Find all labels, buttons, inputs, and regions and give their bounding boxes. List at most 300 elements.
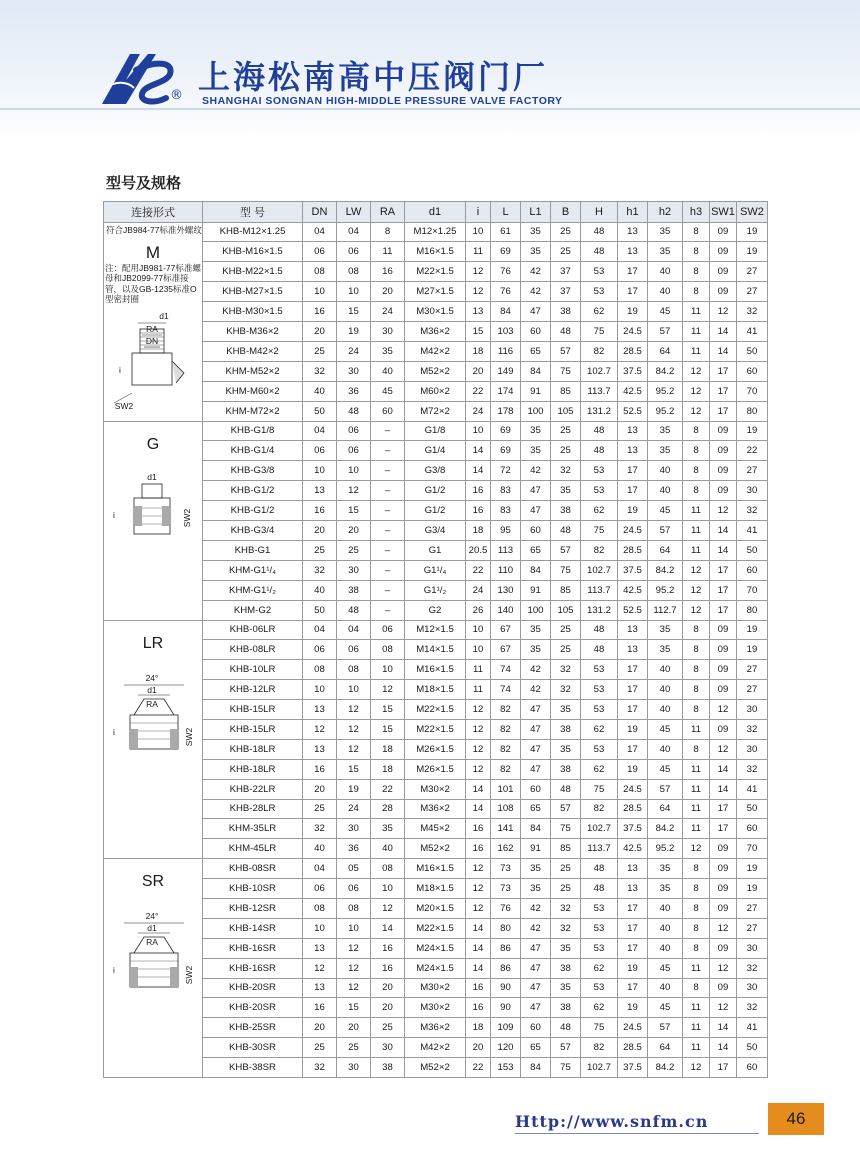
spec-value-cell: 13 xyxy=(618,421,648,441)
spec-value-cell: 84 xyxy=(521,1058,551,1078)
spec-value-cell: 85 xyxy=(551,839,581,859)
table-row xyxy=(104,421,768,441)
model-cell: KHB-18LR xyxy=(203,759,303,779)
table-row xyxy=(104,282,768,302)
spec-value-cell: 19 xyxy=(737,640,768,660)
spec-value-cell: 14 xyxy=(466,918,491,938)
model-cell: KHB-15LR xyxy=(203,719,303,739)
spec-value-cell: 42 xyxy=(521,461,551,481)
spec-value-cell: 17 xyxy=(618,898,648,918)
i-dimension-label: i xyxy=(119,364,121,375)
spec-value-cell: 47 xyxy=(521,700,551,720)
spec-value-cell: 15 xyxy=(466,321,491,341)
spec-value-cell: 06 xyxy=(371,620,405,640)
spec-value-cell: 50 xyxy=(737,799,768,819)
model-cell: KHB-M27×1.5 xyxy=(203,282,303,302)
spec-value-cell: 06 xyxy=(303,879,337,899)
spec-value-cell: M26×1.5 xyxy=(405,739,466,759)
spec-value-cell: 22 xyxy=(466,560,491,580)
spec-value-cell: 57 xyxy=(648,779,683,799)
spec-value-cell: 153 xyxy=(491,1058,521,1078)
spec-value-cell: M42×2 xyxy=(405,341,466,361)
spec-value-cell: 14 xyxy=(710,520,737,540)
spec-value-cell: 41 xyxy=(737,520,768,540)
spec-value-cell: 8 xyxy=(683,421,710,441)
spec-value-cell: 69 xyxy=(491,421,521,441)
spec-value-cell: 35 xyxy=(648,222,683,242)
connection-type-cell xyxy=(104,620,203,859)
spec-value-cell: 48 xyxy=(551,520,581,540)
spec-value-cell: M16×1.5 xyxy=(405,242,466,262)
spec-value-cell: 19 xyxy=(737,620,768,640)
spec-value-cell: 74 xyxy=(491,680,521,700)
spec-value-cell: 12 xyxy=(371,680,405,700)
table-row xyxy=(104,321,768,341)
spec-value-cell: 72 xyxy=(491,461,521,481)
spec-value-cell: M27×1.5 xyxy=(405,282,466,302)
spec-value-cell: 60 xyxy=(521,520,551,540)
ra-dimension-label: RA xyxy=(146,323,158,334)
spec-value-cell: 12 xyxy=(466,262,491,282)
table-row xyxy=(104,640,768,660)
spec-value-cell: 67 xyxy=(491,640,521,660)
spec-value-cell: 75 xyxy=(551,560,581,580)
spec-value-cell: G3/8 xyxy=(405,461,466,481)
spec-value-cell: 09 xyxy=(710,620,737,640)
model-cell: KHB-G3/4 xyxy=(203,520,303,540)
model-cell: KHB-10SR xyxy=(203,879,303,899)
spec-value-cell: 20 xyxy=(337,520,371,540)
spec-value-cell: 12 xyxy=(683,361,710,381)
spec-value-cell: 131.2 xyxy=(581,600,618,620)
spec-value-cell: 35 xyxy=(648,640,683,660)
spec-value-cell: 53 xyxy=(581,282,618,302)
sw2-dimension-label: SW2 xyxy=(114,400,134,411)
spec-value-cell: 35 xyxy=(648,421,683,441)
spec-value-cell: 48 xyxy=(581,222,618,242)
spec-value-cell: 48 xyxy=(581,879,618,899)
spec-value-cell: 8 xyxy=(683,660,710,680)
spec-value-cell: 32 xyxy=(737,998,768,1018)
spec-value-cell: 40 xyxy=(371,839,405,859)
spec-value-cell: 25 xyxy=(337,1038,371,1058)
spec-value-cell: 82 xyxy=(581,1038,618,1058)
spec-value-cell: 32 xyxy=(551,680,581,700)
spec-value-cell: G1¹/₂ xyxy=(405,580,466,600)
spec-value-cell: 30 xyxy=(737,481,768,501)
spec-value-cell: 100 xyxy=(521,401,551,421)
spec-value-cell: 04 xyxy=(303,620,337,640)
table-row xyxy=(104,520,768,540)
spec-value-cell: 10 xyxy=(466,640,491,660)
spec-value-cell: 12 xyxy=(337,481,371,501)
column-header: 型 号 xyxy=(203,202,303,223)
table-row xyxy=(104,859,768,879)
table-row xyxy=(104,998,768,1018)
table-row xyxy=(104,401,768,421)
spec-value-cell: 105 xyxy=(551,401,581,421)
spec-value-cell: 174 xyxy=(491,381,521,401)
spec-value-cell: 45 xyxy=(648,719,683,739)
model-cell: KHB-12LR xyxy=(203,680,303,700)
spec-value-cell: 116 xyxy=(491,341,521,361)
spec-value-cell: 09 xyxy=(710,898,737,918)
spec-value-cell: 76 xyxy=(491,282,521,302)
spec-value-cell: 91 xyxy=(521,580,551,600)
spec-value-cell: 141 xyxy=(491,819,521,839)
spec-value-cell: 11 xyxy=(683,540,710,560)
table-row xyxy=(104,879,768,899)
spec-value-cell: 11 xyxy=(683,302,710,322)
spec-value-cell: 09 xyxy=(710,938,737,958)
spec-value-cell: 20 xyxy=(371,998,405,1018)
table-row xyxy=(104,660,768,680)
spec-value-cell: 24 xyxy=(371,302,405,322)
model-cell: KHB-G1 xyxy=(203,540,303,560)
spec-value-cell: 12 xyxy=(710,501,737,521)
spec-value-cell: 57 xyxy=(648,1018,683,1038)
sw2-dimension-label: SW2 xyxy=(184,965,194,985)
spec-value-cell: 40 xyxy=(648,898,683,918)
spec-value-cell: 18 xyxy=(466,341,491,361)
spec-value-cell: 10 xyxy=(337,461,371,481)
spec-value-cell: 08 xyxy=(371,859,405,879)
spec-value-cell: 103 xyxy=(491,321,521,341)
spec-value-cell: 52.5 xyxy=(618,401,648,421)
spec-value-cell: 12 xyxy=(710,918,737,938)
spec-value-cell: 17 xyxy=(618,461,648,481)
spec-value-cell: 12 xyxy=(710,739,737,759)
i-dimension-label: i xyxy=(113,509,115,520)
spec-value-cell: 27 xyxy=(737,918,768,938)
spec-value-cell: 35 xyxy=(648,242,683,262)
column-header: i xyxy=(466,202,491,223)
model-cell: KHB-G1/2 xyxy=(203,501,303,521)
spec-value-cell: M22×1.5 xyxy=(405,700,466,720)
spec-value-cell: 12 xyxy=(371,898,405,918)
spec-value-cell: 19 xyxy=(618,501,648,521)
spec-value-cell: 64 xyxy=(648,799,683,819)
spec-value-cell: 06 xyxy=(337,441,371,461)
table-row xyxy=(104,680,768,700)
spec-value-cell: 37.5 xyxy=(618,361,648,381)
model-cell: KHB-M42×2 xyxy=(203,341,303,361)
spec-value-cell: 16 xyxy=(466,501,491,521)
spec-value-cell: 13 xyxy=(303,938,337,958)
spec-value-cell: 8 xyxy=(683,859,710,879)
connection-type-label: LR xyxy=(142,634,164,652)
table-row xyxy=(104,620,768,640)
spec-value-cell: 57 xyxy=(551,1038,581,1058)
spec-value-cell: 41 xyxy=(737,321,768,341)
table-row xyxy=(104,978,768,998)
spec-value-cell: 16 xyxy=(303,759,337,779)
spec-value-cell: 35 xyxy=(521,242,551,262)
spec-value-cell: 70 xyxy=(737,839,768,859)
table-row xyxy=(104,242,768,262)
table-row xyxy=(104,600,768,620)
table-row xyxy=(104,580,768,600)
spec-value-cell: 37.5 xyxy=(618,819,648,839)
spec-value-cell: 38 xyxy=(337,580,371,600)
spec-value-cell: 20 xyxy=(303,1018,337,1038)
spec-value-cell: 53 xyxy=(581,700,618,720)
spec-value-cell: 8 xyxy=(371,222,405,242)
spec-value-cell: 60 xyxy=(521,1018,551,1038)
model-cell: KHB-G3/8 xyxy=(203,461,303,481)
spec-value-cell: 95.2 xyxy=(648,580,683,600)
spec-value-cell: 50 xyxy=(303,401,337,421)
spec-value-cell: 13 xyxy=(618,620,648,640)
spec-value-cell: 11 xyxy=(683,759,710,779)
spec-value-cell: 12 xyxy=(683,560,710,580)
table-header-row xyxy=(104,202,768,223)
spec-value-cell: 57 xyxy=(648,520,683,540)
spec-value-cell: 17 xyxy=(710,580,737,600)
spec-value-cell: 16 xyxy=(371,262,405,282)
spec-value-cell: 35 xyxy=(551,938,581,958)
spec-value-cell: 25 xyxy=(551,620,581,640)
spec-value-cell: 28.5 xyxy=(618,540,648,560)
spec-value-cell: 25 xyxy=(551,640,581,660)
spec-value-cell: 19 xyxy=(618,958,648,978)
spec-value-cell: 14 xyxy=(710,540,737,560)
spec-value-cell: 13 xyxy=(618,222,648,242)
spec-value-cell: 17 xyxy=(618,262,648,282)
spec-value-cell: 62 xyxy=(581,302,618,322)
spec-value-cell: M16×1.5 xyxy=(405,660,466,680)
model-cell: KHM-M52×2 xyxy=(203,361,303,381)
spec-value-cell: 11 xyxy=(683,321,710,341)
spec-value-cell: – xyxy=(371,560,405,580)
d1-dimension-label: d1 xyxy=(159,310,169,321)
spec-value-cell: M18×1.5 xyxy=(405,680,466,700)
g-fitting-sketch xyxy=(104,471,202,608)
table-row xyxy=(104,341,768,361)
spec-value-cell: M52×2 xyxy=(405,361,466,381)
column-header: B xyxy=(551,202,581,223)
table-row xyxy=(104,779,768,799)
table-row xyxy=(104,719,768,739)
column-header: RA xyxy=(371,202,405,223)
connection-type-cell xyxy=(104,222,203,421)
spec-value-cell: 04 xyxy=(303,859,337,879)
spec-value-cell: 82 xyxy=(491,739,521,759)
spec-value-cell: 12 xyxy=(683,381,710,401)
spec-value-cell: 75 xyxy=(581,1018,618,1038)
model-cell: KHM-M60×2 xyxy=(203,381,303,401)
spec-value-cell: 45 xyxy=(648,759,683,779)
spec-value-cell: 102.7 xyxy=(581,560,618,580)
spec-value-cell: 20 xyxy=(303,520,337,540)
spec-value-cell: 25 xyxy=(303,341,337,361)
spec-value-cell: 149 xyxy=(491,361,521,381)
spec-value-cell: 19 xyxy=(337,779,371,799)
model-cell: KHB-28LR xyxy=(203,799,303,819)
spec-value-cell: 8 xyxy=(683,898,710,918)
spec-value-cell: 09 xyxy=(710,282,737,302)
connection-type-label: SR xyxy=(141,873,165,891)
spec-value-cell: 57 xyxy=(648,321,683,341)
spec-value-cell: 108 xyxy=(491,799,521,819)
spec-value-cell: 30 xyxy=(337,560,371,580)
spec-value-cell: 42 xyxy=(521,262,551,282)
spec-value-cell: 42 xyxy=(521,898,551,918)
spec-value-cell: 10 xyxy=(466,222,491,242)
spec-value-cell: 25 xyxy=(551,879,581,899)
model-cell: KHB-30SR xyxy=(203,1038,303,1058)
spec-value-cell: 20 xyxy=(303,321,337,341)
spec-value-cell: 16 xyxy=(303,998,337,1018)
spec-value-cell: 11 xyxy=(683,799,710,819)
spec-value-cell: 65 xyxy=(521,540,551,560)
spec-value-cell: 12 xyxy=(303,719,337,739)
spec-value-cell: 18 xyxy=(466,520,491,540)
spec-value-cell: 53 xyxy=(581,461,618,481)
spec-value-cell: 25 xyxy=(551,421,581,441)
spec-value-cell: 08 xyxy=(337,262,371,282)
spec-value-cell: 11 xyxy=(683,779,710,799)
spec-value-cell: 17 xyxy=(618,481,648,501)
spec-value-cell: 42 xyxy=(521,282,551,302)
spec-value-cell: 10 xyxy=(303,461,337,481)
spec-value-cell: 25 xyxy=(303,1038,337,1058)
spec-value-cell: 30 xyxy=(737,938,768,958)
spec-value-cell: 13 xyxy=(303,739,337,759)
spec-value-cell: 8 xyxy=(683,938,710,958)
spec-value-cell: 105 xyxy=(551,600,581,620)
spec-value-cell: 113.7 xyxy=(581,839,618,859)
spec-value-cell: 10 xyxy=(303,918,337,938)
registered-mark: ® xyxy=(170,88,183,103)
spec-value-cell: 38 xyxy=(371,1058,405,1078)
spec-value-cell: 17 xyxy=(618,918,648,938)
spec-value-cell: 15 xyxy=(337,501,371,521)
spec-value-cell: 27 xyxy=(737,461,768,481)
spec-value-cell: 40 xyxy=(648,918,683,938)
spec-value-cell: 36 xyxy=(337,381,371,401)
model-cell: KHM-G2 xyxy=(203,600,303,620)
footer-underline xyxy=(515,1133,759,1134)
spec-value-cell: 09 xyxy=(710,242,737,262)
spec-value-cell: 101 xyxy=(491,779,521,799)
spec-value-cell: 14 xyxy=(466,441,491,461)
spec-value-cell: 25 xyxy=(303,799,337,819)
spec-value-cell: 75 xyxy=(551,1058,581,1078)
spec-value-cell: 11 xyxy=(683,719,710,739)
spec-value-cell: 27 xyxy=(737,898,768,918)
sr-fitting-sketch xyxy=(104,909,202,1039)
spec-value-cell: 45 xyxy=(648,302,683,322)
spec-value-cell: 25 xyxy=(337,540,371,560)
spec-value-cell: M22×1.5 xyxy=(405,719,466,739)
spec-value-cell: 113.7 xyxy=(581,381,618,401)
spec-value-cell: 42 xyxy=(521,680,551,700)
spec-value-cell: 8 xyxy=(683,918,710,938)
spec-value-cell: M14×1.5 xyxy=(405,640,466,660)
spec-value-cell: 12 xyxy=(337,739,371,759)
spec-value-cell: 35 xyxy=(551,739,581,759)
column-header: h3 xyxy=(683,202,710,223)
model-cell: KHB-22LR xyxy=(203,779,303,799)
model-cell: KHB-14SR xyxy=(203,918,303,938)
spec-value-cell: 8 xyxy=(683,680,710,700)
column-header: 连接形式 xyxy=(104,202,203,223)
spec-value-cell: G1/4 xyxy=(405,441,466,461)
spec-value-cell: 27 xyxy=(737,282,768,302)
spec-value-cell: 15 xyxy=(337,998,371,1018)
connection-usage-note: 注：配用JB981-77标准螺母和JB2099-77标准接管，以及GB-1235标准O型密封圈 xyxy=(105,262,201,304)
table-row xyxy=(104,759,768,779)
d1-dimension-label: d1 xyxy=(147,684,157,695)
spec-value-cell: 06 xyxy=(303,242,337,262)
spec-value-cell: M72×2 xyxy=(405,401,466,421)
spec-table xyxy=(103,201,768,1078)
spec-value-cell: M60×2 xyxy=(405,381,466,401)
spec-value-cell: 84.2 xyxy=(648,1058,683,1078)
spec-value-cell: 113.7 xyxy=(581,580,618,600)
spec-value-cell: 84 xyxy=(491,302,521,322)
footer-url-link[interactable]: Http://www.snfm.cn xyxy=(515,1112,709,1131)
spec-value-cell: M45×2 xyxy=(405,819,466,839)
model-cell: KHB-16SR xyxy=(203,958,303,978)
spec-value-cell: 32 xyxy=(737,302,768,322)
spec-value-cell: 30 xyxy=(737,978,768,998)
spec-value-cell: 09 xyxy=(710,481,737,501)
i-dimension-label: i xyxy=(113,965,115,976)
spec-value-cell: 19 xyxy=(737,421,768,441)
spec-value-cell: 15 xyxy=(337,759,371,779)
spec-value-cell: 102.7 xyxy=(581,361,618,381)
spec-value-cell: 60 xyxy=(521,779,551,799)
spec-value-cell: 12 xyxy=(337,938,371,958)
spec-value-cell: 17 xyxy=(618,938,648,958)
spec-value-cell: 140 xyxy=(491,600,521,620)
spec-value-cell: 12 xyxy=(683,600,710,620)
spec-value-cell: 40 xyxy=(371,361,405,381)
spec-value-cell: 19 xyxy=(737,859,768,879)
spec-value-cell: 12 xyxy=(337,719,371,739)
spec-value-cell: M52×2 xyxy=(405,1058,466,1078)
column-header: SW2 xyxy=(737,202,768,223)
spec-value-cell: 11 xyxy=(683,998,710,1018)
model-cell: KHB-M30×1.5 xyxy=(203,302,303,322)
spec-value-cell: 74 xyxy=(491,660,521,680)
connection-type-cell xyxy=(104,421,203,620)
spec-value-cell: M36×2 xyxy=(405,321,466,341)
table-row xyxy=(104,739,768,759)
spec-value-cell: 130 xyxy=(491,580,521,600)
spec-value-cell: 75 xyxy=(581,779,618,799)
spec-value-cell: 64 xyxy=(648,341,683,361)
spec-value-cell: 13 xyxy=(303,700,337,720)
spec-value-cell: 8 xyxy=(683,222,710,242)
spec-value-cell: 47 xyxy=(521,958,551,978)
spec-value-cell: 17 xyxy=(710,560,737,580)
spec-value-cell: 40 xyxy=(648,660,683,680)
model-cell: KHB-G1/4 xyxy=(203,441,303,461)
spec-value-cell: 22 xyxy=(371,779,405,799)
spec-value-cell: 13 xyxy=(618,242,648,262)
spec-value-cell: 38 xyxy=(551,719,581,739)
spec-value-cell: 65 xyxy=(521,341,551,361)
spec-value-cell: 11 xyxy=(683,819,710,839)
spec-value-cell: 22 xyxy=(466,1058,491,1078)
spec-value-cell: 10 xyxy=(466,421,491,441)
spec-value-cell: 83 xyxy=(491,501,521,521)
spec-value-cell: 17 xyxy=(618,660,648,680)
spec-value-cell: 09 xyxy=(710,461,737,481)
